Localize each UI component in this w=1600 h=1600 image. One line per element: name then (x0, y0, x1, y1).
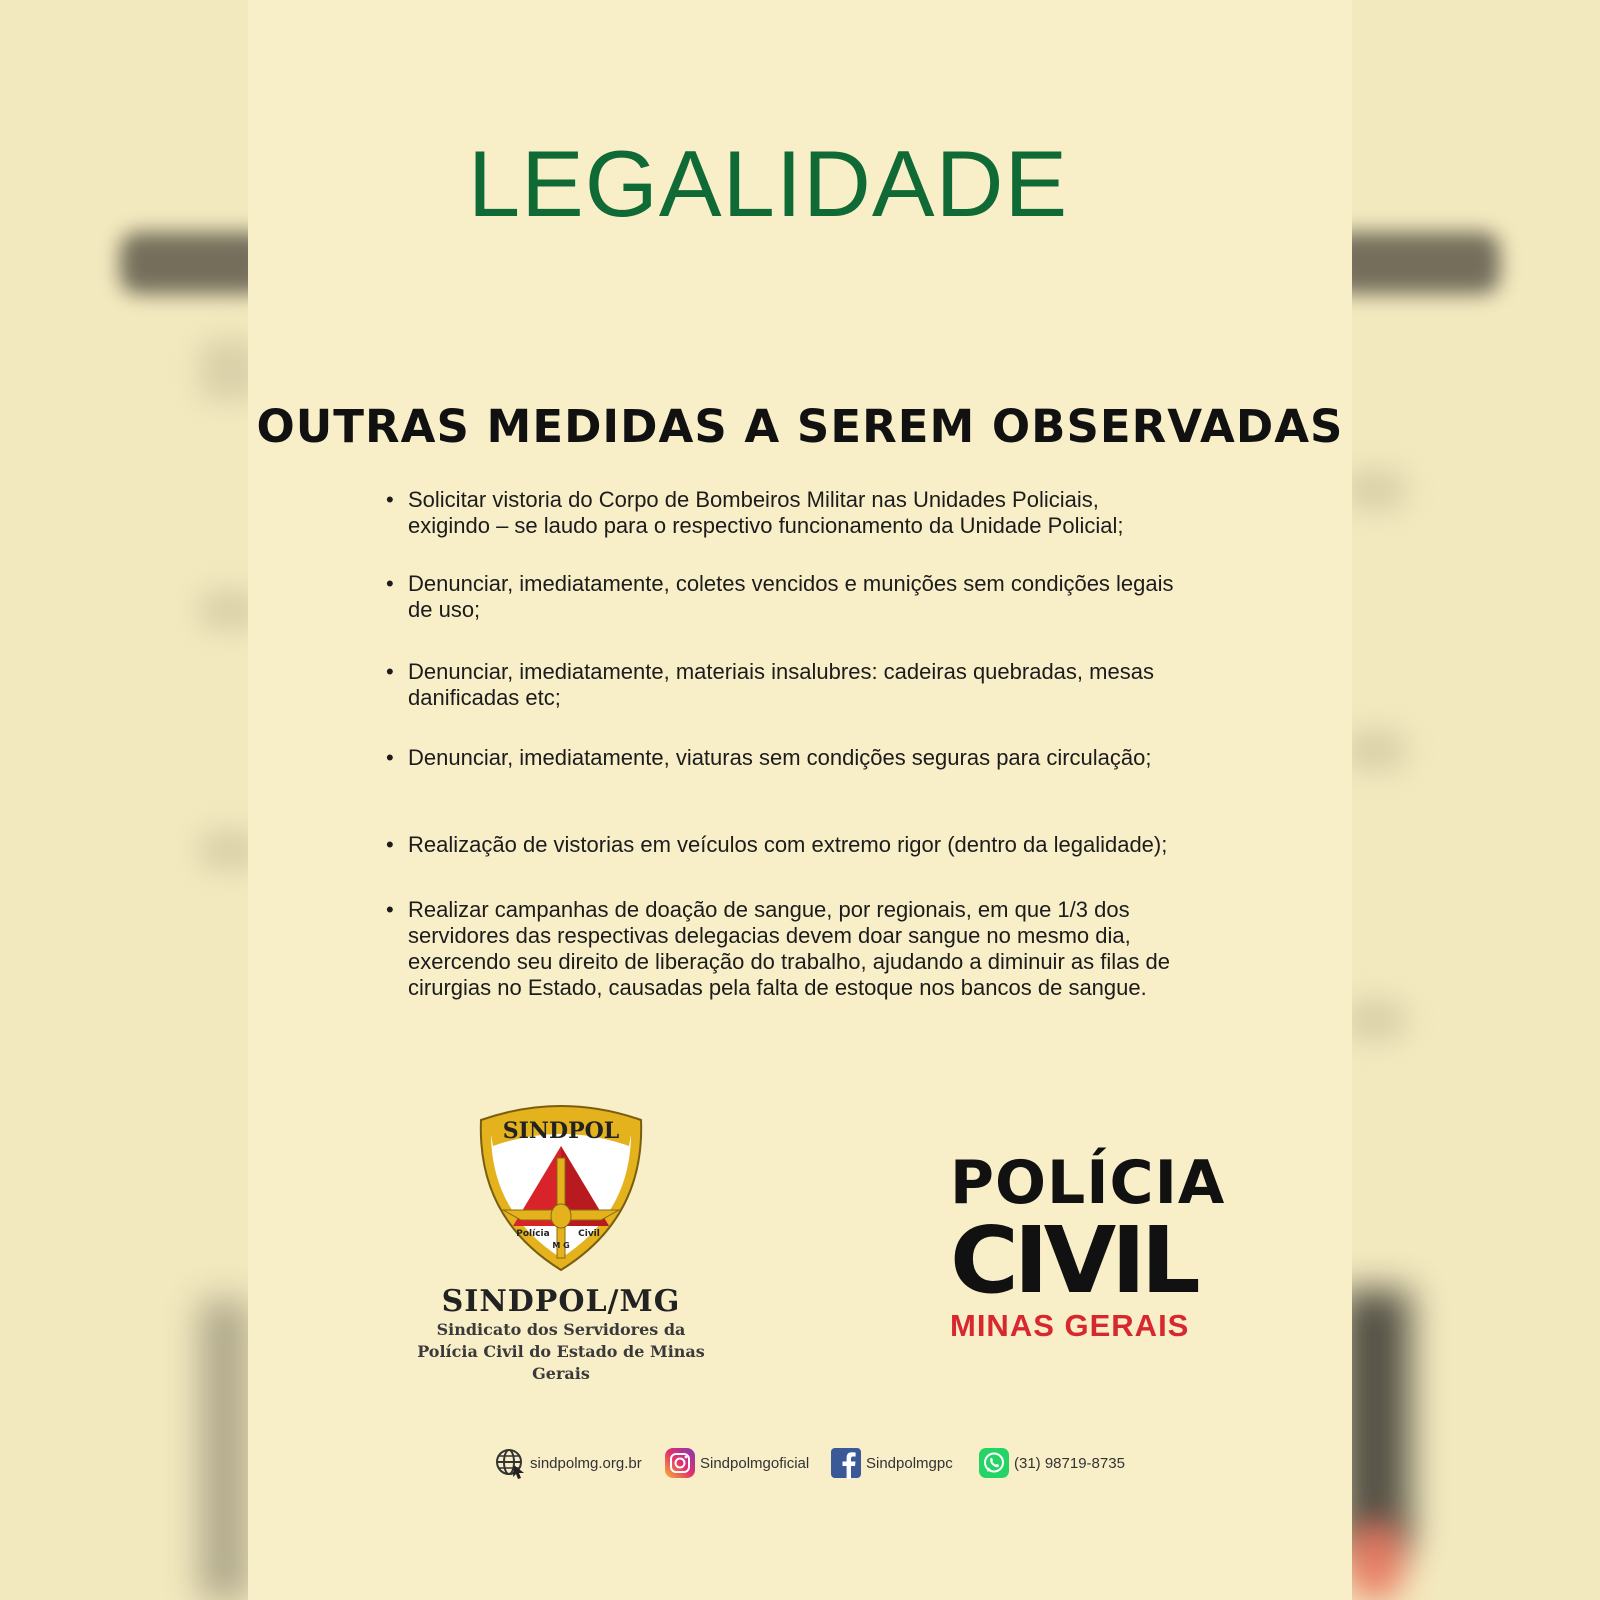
policia-civil-line2: CIVIL (950, 1207, 1196, 1314)
text-line: exigindo – se laudo para o respectivo funcionamento da Unidade Policial; (408, 513, 1124, 538)
list-item (386, 571, 1216, 623)
bullet-icon: • (386, 897, 394, 922)
contact-instagram[interactable] (664, 1445, 809, 1481)
contact-website[interactable] (494, 1445, 642, 1481)
sindpol-name: SINDPOL/MG (441, 1284, 681, 1319)
text-line: exercendo seu direito de liberação do trabalho, ajudando a diminuir as filas de (408, 949, 1170, 974)
blurred-shape (1345, 470, 1405, 510)
list-item (386, 659, 1216, 711)
bullet-icon: • (386, 745, 394, 770)
page-title: LEGALIDADE (467, 131, 1069, 236)
list-item-text (408, 487, 1216, 539)
blurred-shape (1345, 730, 1405, 770)
text-line: Denunciar, imediatamente, coletes vencidos e munições sem condições legais (408, 571, 1174, 596)
sindpol-shield-icon (473, 1098, 649, 1274)
contact-label: Sindpolmgpc (866, 1454, 953, 1472)
bullet-icon: • (386, 832, 394, 857)
text-line: Realização de vistorias em veículos com extremo rigor (dentro da legalidade); (408, 832, 1168, 857)
bullet-icon: • (386, 659, 394, 684)
svg-text:M G: M G (552, 1241, 570, 1250)
text-line: danificadas etc; (408, 685, 561, 710)
globe-icon (494, 1447, 526, 1479)
policia-civil-line3: MINAS GERAIS (950, 1308, 1190, 1343)
list-item-text (408, 745, 1216, 771)
contact-facebook[interactable] (830, 1445, 953, 1481)
contact-label: sindpolmg.org.br (530, 1454, 642, 1472)
list-item-text (408, 659, 1216, 711)
list-item (386, 745, 1216, 771)
text-line: Realizar campanhas de doação de sangue, por regionais, em que 1/3 dos (408, 897, 1130, 922)
sindpol-description-line: Sindicato dos Servidores da (436, 1320, 686, 1339)
sindpol-description-line: Polícia Civil do Estado de Minas Gerais (417, 1342, 705, 1383)
text-line: cirurgias no Estado, causadas pela falta de estoque nos bancos de sangue. (408, 975, 1147, 1000)
contacts-footer (494, 1445, 1134, 1481)
instagram-icon (664, 1447, 696, 1479)
text-line: Denunciar, imediatamente, materiais insalubres: cadeiras quebradas, mesas (408, 659, 1154, 684)
text-line: Solicitar vistoria do Corpo de Bombeiros Militar nas Unidades Policiais, (408, 487, 1099, 512)
blurred-shape (1345, 1520, 1405, 1600)
bullet-icon: • (386, 571, 394, 596)
list-item-text (408, 897, 1216, 1001)
policia-civil-line1: POLÍCIA (950, 1148, 1226, 1218)
poster (248, 0, 1352, 1600)
sindpol-logo-block (390, 1098, 732, 1385)
blurred-shape (1330, 232, 1500, 294)
list-item (386, 832, 1216, 858)
blurred-shape (1345, 1000, 1405, 1040)
text-line: servidores das respectivas delegacias devem doar sangue no mesmo dia, (408, 923, 1131, 948)
section-heading: OUTRAS MEDIDAS A SEREM OBSERVADAS (256, 400, 1344, 453)
svg-text:Civil: Civil (578, 1229, 600, 1239)
text-line: de uso; (408, 597, 481, 622)
facebook-icon (830, 1447, 862, 1479)
contact-label: (31) 98719-8735 (1014, 1454, 1125, 1472)
list-item (386, 897, 1216, 1001)
svg-text:Polícia: Polícia (516, 1229, 550, 1239)
list-item (386, 487, 1216, 539)
text-line: Denunciar, imediatamente, viaturas sem condições seguras para circulação; (408, 745, 1152, 770)
bullet-icon: • (386, 487, 394, 512)
policia-civil-logo (950, 1150, 1250, 1346)
list-item-text (408, 571, 1216, 623)
blurred-shape (200, 1300, 250, 1600)
list-item-text (408, 832, 1216, 858)
whatsapp-icon (978, 1447, 1010, 1479)
contact-whatsapp[interactable] (978, 1445, 1125, 1481)
contact-label: Sindpolmgoficial (700, 1454, 810, 1472)
svg-text:SINDPOL: SINDPOL (502, 1118, 620, 1144)
